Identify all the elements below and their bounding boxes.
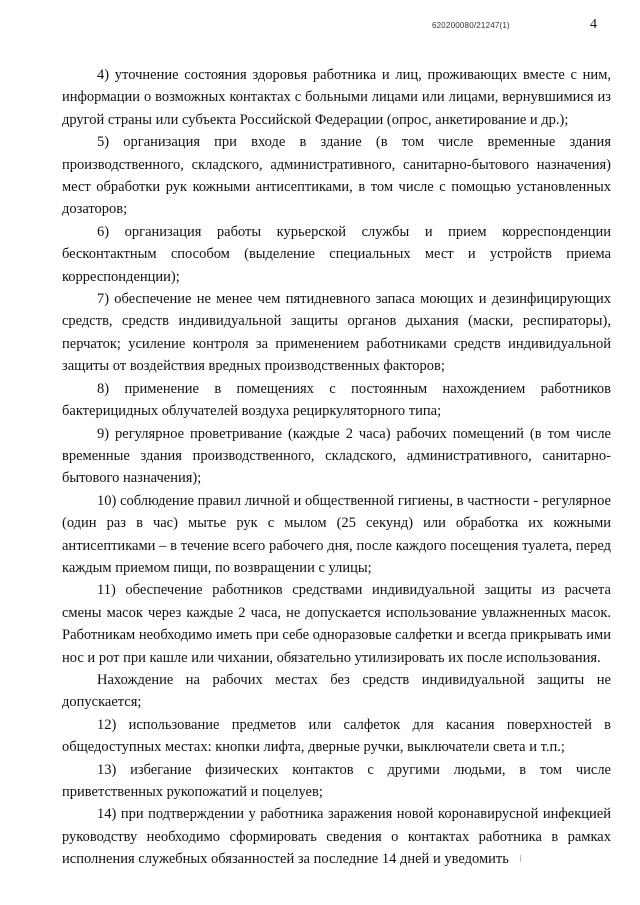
paragraph-item-11: 11) обеспечение работников средствами индивидуальной защиты из расчета смены масок через каждые 2 часа, не допускается использование увлажненных масок. Работникам необходимо иметь при себе одноразовые салфетки и всегда прикрывать ими нос и рот при кашле или чихании, обязательно утилизировать их после использования. xyxy=(62,582,611,666)
paragraph-item-6: 6) организация работы курьерской службы и прием корреспонденции бесконтактным способом (выделение специальных мест и устройств приема корреспонденции); xyxy=(62,223,611,285)
paragraph-item-9: 9) регулярное проветривание (каждые 2 часа) рабочих помещений (в том числе временные здания производственного, складского, административного, санитарно-бытового назначения); xyxy=(62,425,611,487)
paragraph-item-13: 13) избегание физических контактов с другими людьми, в том числе приветственных рукопожатий и поцелуев; xyxy=(62,761,611,800)
page-number: 4 xyxy=(590,17,597,32)
document-id: 620200080/21247(1) xyxy=(432,21,510,30)
paragraph-item-5: 5) организация при входе в здание (в том числе временные здания производственного, складского, административного, санитарно-бытового назначения) мест обработки рук кожными антисептиками, в том числе с помощью установленных дозаторов; xyxy=(62,134,611,218)
document-body xyxy=(62,64,611,871)
paragraph-item-12: 12) использование предметов или салфеток для касания поверхностей в общедоступных местах: кнопки лифта, дверные ручки, выключатели света и т.п.; xyxy=(62,716,611,756)
scan-artifact xyxy=(520,855,521,862)
paragraph-item-7: 7) обеспечение не менее чем пятидневного запаса моющих и дезинфицирующих средств, средств индивидуальной защиты органов дыхания (маски, респираторы), перчаток; усиление контроля за применением работниками средств индивидуальной защиты от воздействия вредных производственных факторов; xyxy=(62,291,611,375)
paragraph-item-14: 14) при подтверждении у работника заражения новой коронавирусной инфекцией руководству необходимо сформировать сведения о контактах работника в рамках исполнения служебных обязанностей за последние 14 дней и уведомить xyxy=(62,806,611,868)
paragraph-item-10: 10) соблюдение правил личной и общественной гигиены, в частности - регулярное (один раз в час) мытье рук с мылом (25 секунд) или обработка их кожными антисептиками – в течение всего рабочего дня, после каждого посещения туалета, перед каждым приемом пищи, по возвращении с улицы; xyxy=(62,492,611,576)
paragraph-item-8: 8) применение в помещениях с постоянным нахождением работников бактерицидных облучателей воздуха рециркуляторного типа; xyxy=(62,380,611,420)
paragraph-item-4: 4) уточнение состояния здоровья работника и лиц, проживающих вместе с ним, информации о возможных контактах с больными лицами или лицами, вернувшимися из другой страны или субъекта Российской Федерации (опрос, анкетирование и др.); xyxy=(62,67,611,128)
paragraph-note: Нахождение на рабочих местах без средств индивидуальной защиты не допускается; xyxy=(62,671,611,711)
